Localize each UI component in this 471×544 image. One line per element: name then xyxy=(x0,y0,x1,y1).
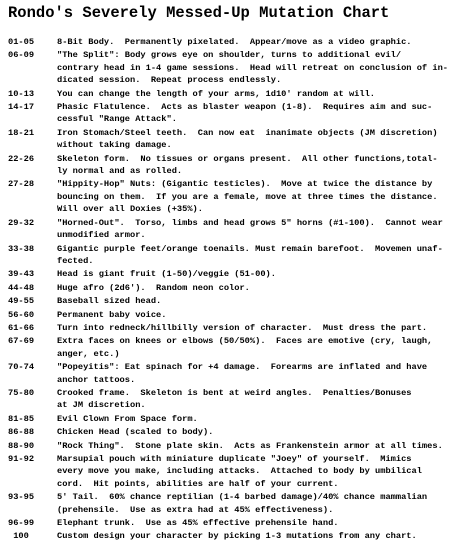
table-row xyxy=(8,309,468,321)
table-row xyxy=(8,127,468,152)
mutation-description: You can change the length of your arms, 1d10' random at will. xyxy=(57,88,376,99)
table-row xyxy=(8,426,468,438)
mutation-description: Turn into redneck/hillbilly version of character. Must dress the part. xyxy=(57,322,428,333)
roll-range: 75-80 xyxy=(8,387,35,398)
page-title: Rondo's Severely Messed-Up Mutation Chart xyxy=(8,4,390,22)
mutation-description: Crooked frame. Skeleton is bent at weird angles. Penalties/Bonuses at JM discretion. xyxy=(57,387,412,411)
roll-range: 81-85 xyxy=(8,413,35,424)
table-row xyxy=(8,530,468,542)
table-row xyxy=(8,88,468,100)
mutation-description: "The Split": Body grows eye on shoulder, turns to additional evil/ contrary head in 1-4 game sessions. Head will retreat on conclusion of in- dicated session. Repeat process endlessly. xyxy=(57,50,449,86)
roll-range: 70-74 xyxy=(8,362,35,373)
roll-range: 22-26 xyxy=(8,153,35,164)
mutation-description: "Rock Thing". Stone plate skin. Acts as Frankenstein armor at all times. xyxy=(57,440,443,451)
table-row xyxy=(8,243,468,268)
mutation-description: Chicken Head (scaled to body). xyxy=(57,427,214,438)
table-row xyxy=(8,387,468,412)
roll-range: 49-55 xyxy=(8,296,35,307)
roll-range: 91-92 xyxy=(8,454,35,464)
roll-range: 44-48 xyxy=(8,282,35,293)
roll-range: 88-90 xyxy=(8,440,35,451)
roll-range: 39-43 xyxy=(8,269,35,280)
roll-range: 10-13 xyxy=(8,88,35,99)
mutation-description: Skeleton form. No tissues or organs present. All other functions,total- ly normal and as rolled. xyxy=(57,153,438,177)
roll-range: 06-09 xyxy=(8,50,35,61)
roll-range: 67-69 xyxy=(8,336,35,347)
mutation-description: Elephant trunk. Use as 45% effective prehensile hand. xyxy=(57,518,339,529)
roll-range: 27-28 xyxy=(8,179,35,190)
table-row xyxy=(8,335,468,360)
table-row xyxy=(8,49,468,86)
mutation-description: 5' Tail. 60% chance reptilian (1-4 barbed damage)/40% chance mammalian (prehensile. Use as extra had at 45% effectiveness). xyxy=(57,492,428,515)
mutation-description: Custom design your character by picking 1-3 mutations from any chart. xyxy=(57,531,417,542)
roll-range: 100 xyxy=(8,531,29,542)
roll-range: 33-38 xyxy=(8,243,35,254)
mutation-description: Iron Stomach/Steel teeth. Can now eat inanimate objects (JM discretion) without taking damage. xyxy=(57,127,438,151)
roll-range: 18-21 xyxy=(8,127,35,138)
mutation-description: 8-Bit Body. Permanently pixelated. Appear/move as a video graphic. xyxy=(57,37,412,47)
mutation-description: Permanent baby voice. xyxy=(57,309,167,320)
roll-range: 56-60 xyxy=(8,309,35,320)
mutation-description: Huge afro (2d6'). Random neon color. xyxy=(57,282,250,293)
mutation-description: "Hippity-Hop" Nuts: (Gigantic testicles). Move at twice the distance by bouncing on them. If you are a female, move at three times the distance. Will over all Doxies (+35%). xyxy=(57,179,438,215)
table-row xyxy=(8,268,468,280)
roll-range: 93-95 xyxy=(8,492,35,503)
table-row xyxy=(8,413,468,425)
roll-range: 14-17 xyxy=(8,102,35,113)
roll-range: 01-05 xyxy=(8,37,35,47)
roll-range: 29-32 xyxy=(8,217,35,228)
table-row xyxy=(8,178,468,215)
table-row xyxy=(8,453,468,490)
roll-range: 86-88 xyxy=(8,427,35,438)
table-row xyxy=(8,282,468,294)
mutation-description: Gigantic purple feet/orange toenails. Must remain barefoot. Movemen unaf- fected. xyxy=(57,243,443,266)
mutation-description: Phasic Flatulence. Acts as blaster weapon (1-8). Requires aim and suc- cessful "Range Attack". xyxy=(57,102,433,125)
table-row xyxy=(8,491,468,516)
roll-range: 96-99 xyxy=(8,518,35,529)
roll-range: 61-66 xyxy=(8,322,35,333)
table-row xyxy=(8,101,468,126)
table-row xyxy=(8,295,468,307)
table-row xyxy=(8,153,468,178)
mutation-description: Head is giant fruit (1-50)/veggie (51-00). xyxy=(57,269,276,280)
table-row xyxy=(8,440,468,452)
table-row xyxy=(8,36,468,48)
table-row xyxy=(8,517,468,529)
mutation-description: "Popeyitis": Eat spinach for +4 damage. Forearms are inflated and have anchor tattoos. xyxy=(57,362,428,385)
table-row xyxy=(8,361,468,386)
mutation-description: Marsupial pouch with miniature duplicate "Joey" of yourself. Mimics every move you make, including attacks. Attached to body by umbilical cord. Hit points, abilities are half of your current. xyxy=(57,454,422,489)
table-row xyxy=(8,322,468,334)
mutation-description: "Horned-Out". Torso, limbs and head grows 5" horns (#1-100). Cannot wear unmodified armor. xyxy=(57,217,443,241)
mutation-description: Baseball sized head. xyxy=(57,296,162,307)
mutation-table xyxy=(8,36,468,544)
table-row xyxy=(8,217,468,242)
mutation-description: Evil Clown From Space form. xyxy=(57,413,198,424)
mutation-description: Extra faces on knees or elbows (50/50%). Faces are emotive (cry, laugh, anger, etc.) xyxy=(57,336,433,359)
